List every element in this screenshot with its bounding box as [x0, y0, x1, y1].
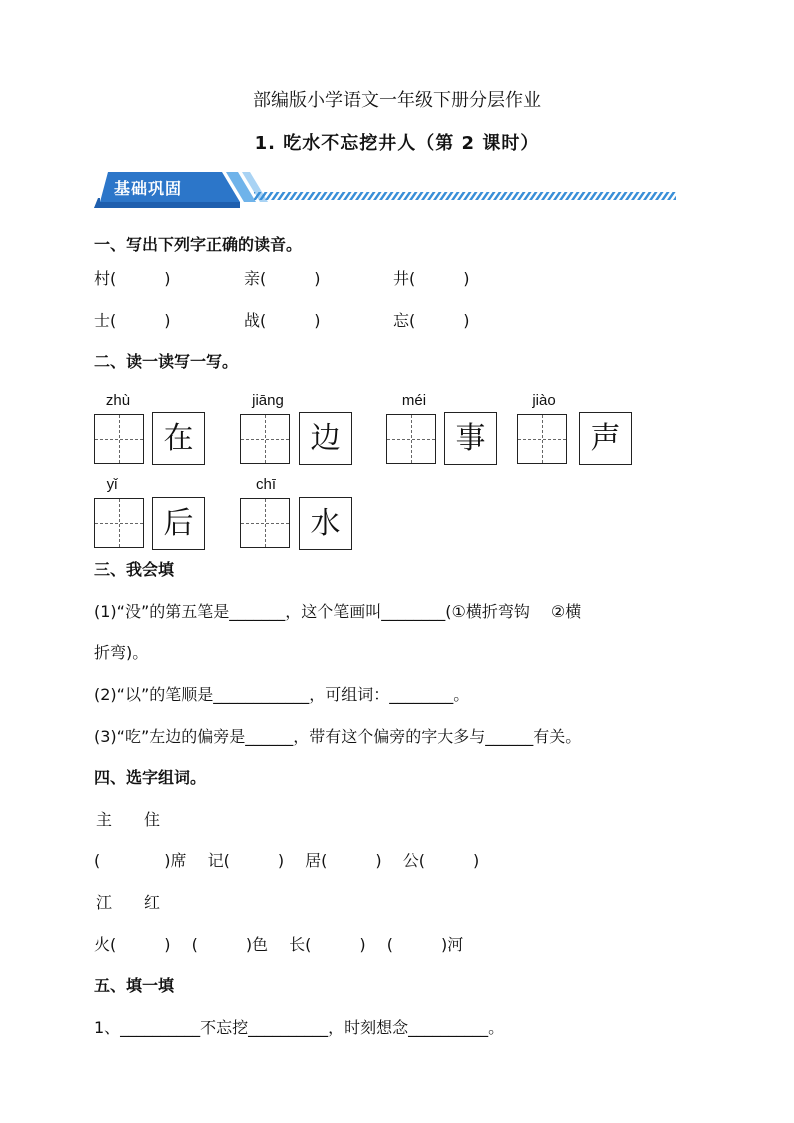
writing-grid	[94, 414, 144, 464]
page-title: 部编版小学语文一年级下册分层作业	[253, 90, 541, 111]
writing-grid	[386, 414, 436, 464]
pinyin-label: zhù	[105, 392, 131, 409]
pinyin-blank: 井( )	[393, 269, 470, 288]
model-character: 边	[299, 412, 352, 465]
writing-grid	[94, 498, 144, 548]
pinyin-label: méi	[401, 392, 427, 409]
writing-grid	[240, 414, 290, 464]
banner-label: 基础巩固	[114, 179, 183, 198]
fill-line: (3)“吃”左边的偏旁是______，带有这个偏旁的字大多与______有关。	[94, 727, 582, 746]
choice-chars: 主 住	[96, 810, 161, 829]
section5-heading: 五、填一填	[94, 976, 175, 995]
writing-grid	[240, 498, 290, 548]
section3-heading: 三、我会填	[94, 560, 175, 579]
section4-heading: 四、选字组词。	[94, 768, 207, 787]
pinyin-label: yǐ	[106, 476, 118, 493]
choice-chars: 江 红	[96, 893, 161, 912]
word-blanks: ( )席 记( ) 居( ) 公( )	[94, 851, 480, 870]
model-character: 事	[444, 412, 497, 465]
pinyin-label: jiāng	[252, 392, 284, 409]
pinyin-blank: 亲( )	[244, 269, 321, 288]
pinyin-blank: 忘( )	[393, 311, 470, 330]
fill-line: (1)“没”的第五笔是_______，这个笔画叫________(①横折弯钩 ②横	[94, 602, 582, 621]
fill-line: (2)“以”的笔顺是____________，可组词：________。	[94, 685, 470, 704]
fill-line: 1、__________不忘挖__________，时刻想念__________。	[94, 1018, 505, 1037]
model-character: 水	[299, 497, 352, 550]
model-character: 声	[579, 412, 632, 465]
section-banner	[94, 170, 684, 212]
pinyin-blank: 战( )	[244, 311, 321, 330]
writing-grid	[517, 414, 567, 464]
pinyin-blank: 村( )	[94, 269, 171, 288]
model-character: 后	[152, 497, 205, 550]
word-blanks: 火( ) ( )色 长( ) ( )河	[94, 935, 464, 954]
lesson-title: 1. 吃水不忘挖井人（第 2 课时）	[254, 133, 540, 154]
model-character: 在	[152, 412, 205, 465]
pinyin-blank: 士( )	[94, 311, 171, 330]
section2-heading: 二、读一读写一写。	[94, 352, 239, 371]
section1-heading: 一、写出下列字正确的读音。	[94, 235, 303, 254]
fill-line: 折弯)。	[94, 643, 149, 662]
pinyin-label: jiào	[532, 392, 556, 409]
pinyin-label: chī	[255, 476, 276, 493]
